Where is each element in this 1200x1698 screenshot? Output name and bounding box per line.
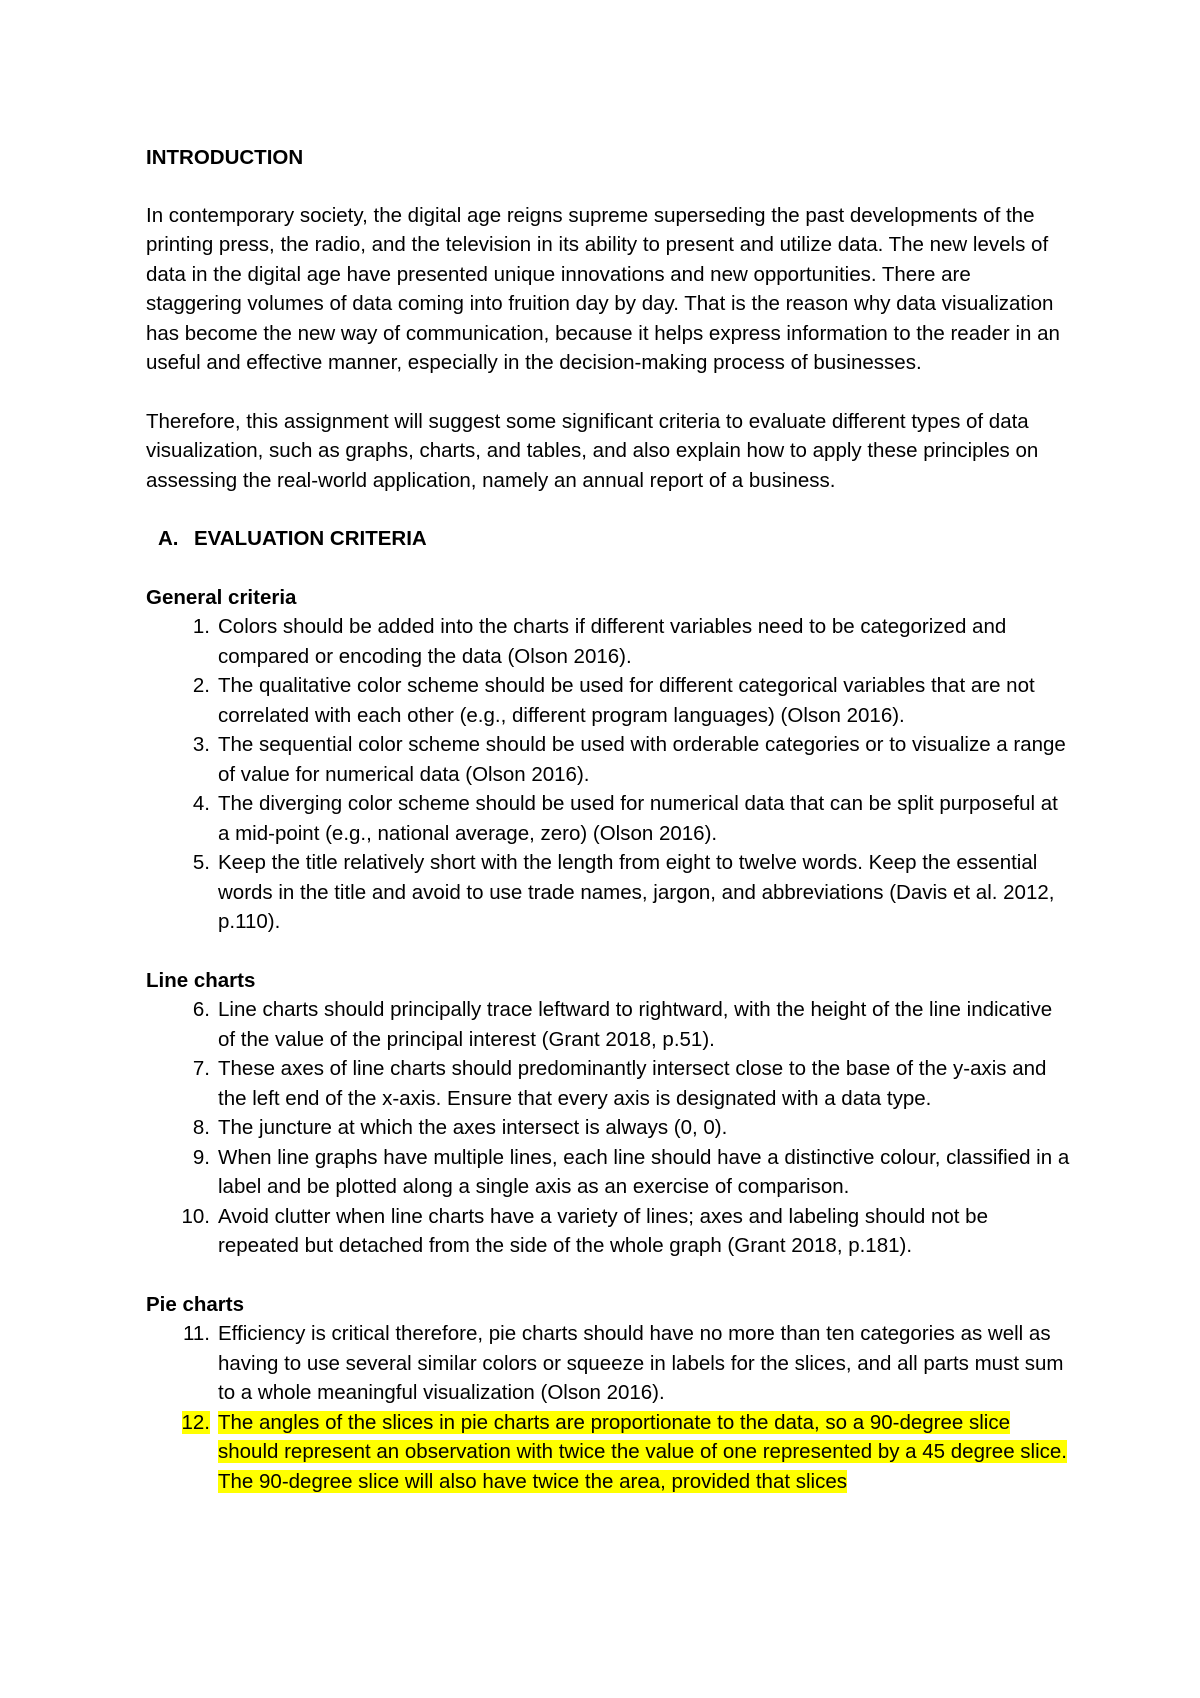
- section-a-title: EVALUATION CRITERIA: [194, 527, 427, 550]
- list-item-text: The qualitative color scheme should be used for different categorical variables that are not correlated with each other (e.g., different program languages) (Olson 2016).: [218, 674, 1035, 727]
- list-item-text: Colors should be added into the charts if different variables need to be categorized and compared or encoding the data (Olson 2016).: [218, 615, 1007, 668]
- intro-paragraph-2: Therefore, this assignment will suggest some significant criteria to evaluate different types of data visualization, such as graphs, charts, and tables, and also explain how to apply these principles on assessing the real-world application, namely an annual report of a business.: [146, 409, 1039, 492]
- list-item-text: Efficiency is critical therefore, pie charts should have no more than ten categories as well as having to use several similar colors or squeeze in labels for the slices, and all parts must sum to a whole meaningful visualization (Olson 2016).: [218, 1322, 1064, 1404]
- list-item-number: 2.: [192, 674, 210, 697]
- list-item: [146, 995, 1070, 1054]
- general-criteria-heading: General criteria: [146, 585, 297, 609]
- list-item-text: Keep the title relatively short with the length from eight to twelve words. Keep the essential words in the title and avoid to use trade names, jargon, and abbreviations (Davis et al. 2012, p.110).: [218, 851, 1055, 933]
- list-item: [146, 1054, 1070, 1113]
- list-item-number: 9.: [192, 1145, 210, 1169]
- section-a-letter: A.: [158, 527, 179, 550]
- intro-paragraph-1: In contemporary society, the digital age reigns supreme superseding the past developments of the printing press, the radio, and the television in its ability to present and utilize data. The new levels of data in the digital age have presented unique innovations and new opportunities. There are staggering volumes of data coming into fruition day by day. That is the reason why data visualization has become the new way of communication, because it helps express information to the reader in an useful and effective manner, especially in the decision-making process of businesses.: [146, 203, 1060, 374]
- highlighted-number: 12.: [181, 1410, 210, 1434]
- document-page: [146, 143, 1070, 1496]
- highlighted-list-item: [146, 1408, 1070, 1497]
- list-item-text: Line charts should principally trace leftward to rightward, with the height of the line indicative of the value of the principal interest (Grant 2018, p.51).: [218, 998, 1053, 1051]
- list-item-number: 7.: [192, 1057, 210, 1080]
- list-item: [146, 730, 1070, 789]
- line-charts-list: [146, 995, 1070, 1261]
- pie-charts-heading: Pie charts: [146, 1292, 244, 1316]
- list-item-number: 8.: [192, 1116, 210, 1139]
- list-item-number: 3.: [192, 733, 210, 756]
- list-item-text: The diverging color scheme should be used for numerical data that can be split purposeful at a mid-point (e.g., national average, zero) (Olson 2016).: [218, 792, 1058, 845]
- list-item: [146, 1319, 1070, 1408]
- list-item-number: 6.: [192, 998, 210, 1021]
- line-charts-heading: Line charts: [146, 968, 256, 992]
- introduction-heading: INTRODUCTION: [146, 146, 304, 169]
- list-item-number: [146, 1408, 218, 1497]
- list-item: [146, 789, 1070, 848]
- list-item: [146, 1113, 1070, 1143]
- list-item: [146, 671, 1070, 730]
- pie-charts-list: [146, 1319, 1070, 1496]
- list-item-text: The sequential color scheme should be used with orderable categories or to visualize a range of value for numerical data (Olson 2016).: [218, 733, 1066, 786]
- list-item-number: 5.: [192, 851, 210, 874]
- general-criteria-list: [146, 612, 1070, 937]
- list-item-text: The juncture at which the axes intersect is always (0, 0).: [218, 1116, 728, 1139]
- list-item-number: 10.: [181, 1204, 210, 1228]
- list-item: [146, 848, 1070, 937]
- list-item: [146, 1143, 1070, 1202]
- list-item-text: When line graphs have multiple lines, each line should have a distinctive colour, classified in a label and be plotted along a single axis as an exercise of comparison.: [218, 1145, 1070, 1198]
- list-item: [146, 612, 1070, 671]
- highlighted-text: The angles of the slices in pie charts are proportionate to the data, so a 90-degree slice should represent an observation with twice the value of one represented by a 45 degree slice. The 90-degree slice will also have twice the area, provided that slices: [218, 1410, 1067, 1493]
- list-item-number: 11.: [183, 1322, 210, 1345]
- list-item-number: 1.: [192, 615, 210, 638]
- section-a-heading: [146, 524, 1070, 554]
- list-item-text: Avoid clutter when line charts have a variety of lines; axes and labeling should not be repeated but detached from the side of the whole graph (Grant 2018, p.181).: [218, 1204, 988, 1257]
- list-item: [146, 1202, 1070, 1261]
- list-item-number: 4.: [192, 792, 210, 815]
- list-item-text: [218, 1408, 1070, 1497]
- list-item-text: These axes of line charts should predominantly intersect close to the base of the y-axis and the left end of the x-axis. Ensure that every axis is designated with a data type.: [218, 1057, 1047, 1110]
